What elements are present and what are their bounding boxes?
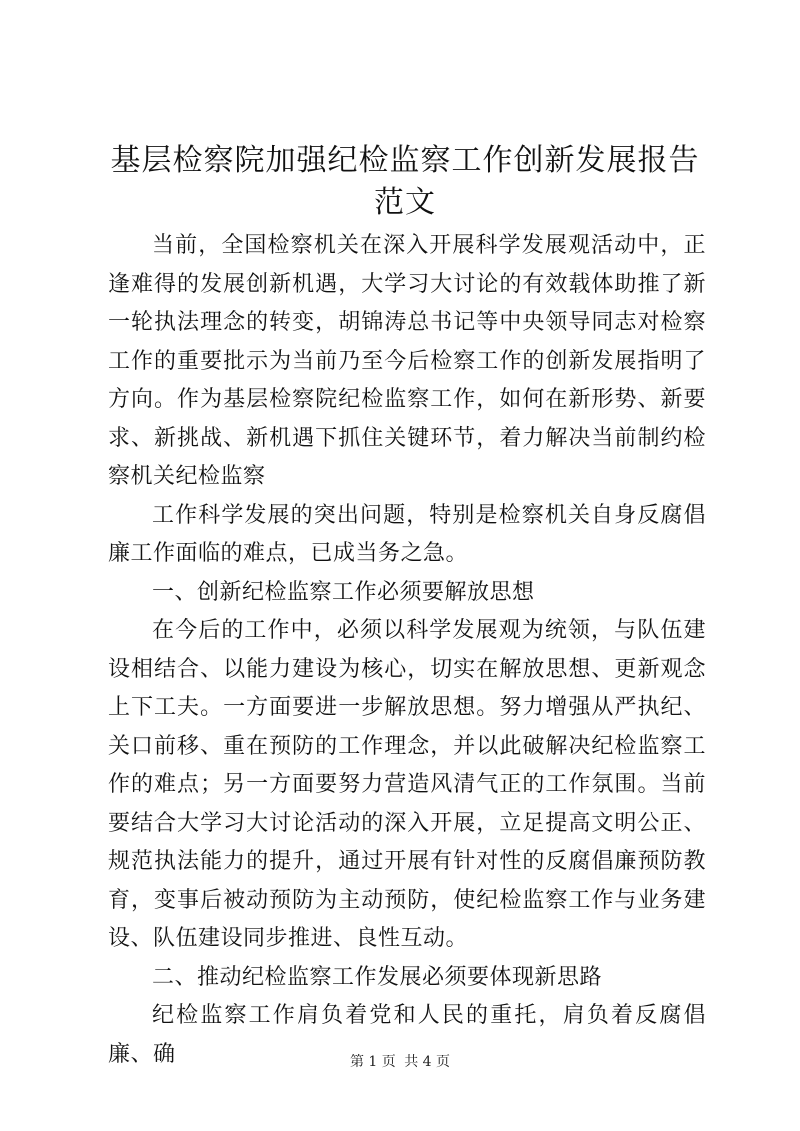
page-number: 第 1 页	[349, 1054, 396, 1070]
section-heading-1: 一、创新纪检监察工作必须要解放思想	[152, 579, 535, 605]
paragraph-intro-cont: 工作科学发展的突出问题，特别是检察机关自身反腐倡廉工作面临的难点，已成当务之急。	[108, 502, 706, 566]
document-body	[108, 227, 706, 1074]
paragraph-section-1: 在今后的工作中，必须以科学发展观为统领，与队伍建设相结合、以能力建设为核心，切实在解放思想、更新观念上下工夫。一方面要进一步解放思想。努力增强从严执纪、关口前移、重在预防的工作理念，并以此破解决纪检监察工作的难点；另一方面要努力营造风清气正的工作氛围。当前要结合大学习大讨论活动的深入开展，立足提高文明公正、规范执法能力的提升，通过开展有针对性的反腐倡廉预防教育，变事后被动预防为主动预防，使纪检监察工作与业务建设、队伍建设同步推进、良性互动。	[108, 618, 706, 951]
page-footer	[0, 1052, 800, 1072]
paragraph-section-2: 纪检监察工作肩负着党和人民的重托，肩负着反腐倡廉、确	[108, 1003, 706, 1067]
paragraph-intro: 当前，全国检察机关在深入开展科学发展观活动中，正逢难得的发展创新机遇，大学习大讨论的有效载体助推了新一轮执法理念的转变，胡锦涛总书记等中央领导同志对检察工作的重要批示为当前乃至今后检察工作的创新发展指明了方向。作为基层检察院纪检监察工作，如何在新形势、新要求、新挑战、新机遇下抓住关键环节，着力解决当前制约检察机关纪检监察	[108, 233, 706, 489]
document-title: 基层检察院加强纪检监察工作创新发展报告范文	[110, 143, 700, 220]
section-heading-2: 二、推动纪检监察工作发展必须要体现新思路	[152, 964, 603, 990]
page-total: 共 4 页	[404, 1054, 451, 1070]
